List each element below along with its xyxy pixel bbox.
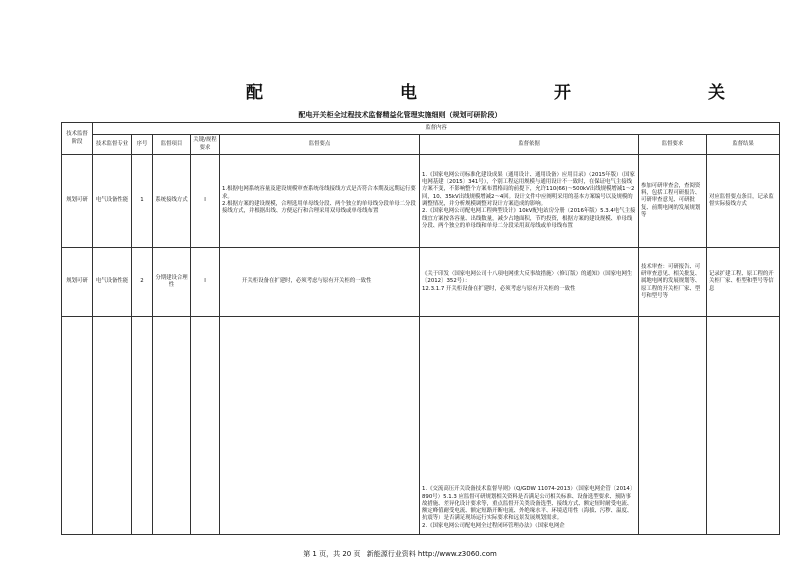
cell-requirement: 参加可研审查会，查阅资料，包括工程可研报告、可研审查意见、可研批复、前期电网的发展规划等 [639,155,707,248]
basis-text: 1.《交流高压开关设备技术监督导则》（Q/GDW 11074-2013）（国家电网企管〔2014〕890号）5.1.3 应监督可研规划相关资料是否满足公司相关标准、设备选型要求、预防事故措施、差异化设计要求等，重点监督开关类设备选型、接线方式、额定短时耐受电流、额定峰值耐受电流、额定短路开断电流、外绝缘水平、环境适用性（海拔、污秽、温度、抗震等）是否满足现场运行实际要求和远景发展规划需求。 [422,486,636,522]
cell-item [153,317,191,535]
cell-specialty [93,317,132,535]
header-basis: 监督依据 [420,135,639,155]
basis-text: 2.《国家电网公司配电网全过程闭环管理办法》（国家电网企 [422,522,565,529]
header-item: 监督项目 [153,135,191,155]
cell-stage: 规划可研 [62,248,93,317]
cell-item: 系统接线方式 [153,155,191,248]
header-level: 关键/规程要求 [191,135,220,155]
table-row [62,155,780,248]
cell-seq [132,317,153,535]
cell-stage [62,317,93,535]
table-row [62,317,780,535]
title-char-3: 开 [554,83,571,103]
cell-level [191,317,220,535]
point-text: 开关柜设备在扩建时，必须考虑与原有开关柜的一致性 [242,278,372,285]
cell-basis [420,155,639,248]
header-result: 监督结果 [707,135,780,155]
basis-text: 2.《国家电网公司配电网工程典型设计》10kV配电站房分册（2016年版）5.3.4电气主接线宜方案按各容量、出线数量，减少占地面积，节约投资，根据方案的建设规模、单母线分段、两个独立的单母线和单母二分段采用双母线或单母线布置 [422,208,636,229]
cell-specialty: 电气设备性能 [93,155,132,248]
title-char-1: 配 [246,83,263,103]
footer-site: 新能源行业资料 http://www.z3060.com [366,550,497,558]
supervision-table [61,122,780,535]
document-header [0,0,800,118]
cell-level: I [191,155,220,248]
header-requirement: 监督要求 [639,135,707,155]
page-footer [0,549,800,559]
cell-seq: 1 [132,155,153,248]
cell-result: 记录扩建工程、原工程的开关柜厂家、柜型和型号等信息 [707,248,780,317]
cell-specialty: 电气设备性能 [93,248,132,317]
cell-basis [420,317,639,535]
cell-points [220,248,420,317]
header-stage: 技术监督阶段 [62,123,93,155]
header-specialty: 技术监督专业 [93,135,132,155]
cell-points [220,317,420,535]
header-content: 监督内容 [93,123,780,135]
cell-requirement [639,317,707,535]
cell-requirement: 技术审查：可研报告、可研审查意见、相关批复、属地电网的发展规划等、原工程的开关柜厂家、型号和型号等 [639,248,707,317]
cell-result [707,317,780,535]
title-char-2: 电 [400,83,417,103]
header-points: 监督要点 [220,135,420,155]
point-text: 2.根据方案的建设规模，合理选用单母线分段、两个独立的单母线分段单母二分段接线方式，并根据出线、方便运行和合理采用双母线或单母线布置 [222,201,416,215]
point-text: 1.根据电网系统容量及建设规模审查系统母线接线方式是否符合本期及远期运行要求。 [222,186,416,200]
cell-points [220,155,420,248]
cell-basis [420,248,639,317]
cell-result: 对应监督要点条目，记录监督实际接线方式 [707,155,780,248]
cell-level: I [191,248,220,317]
title-char-4: 关 [708,83,725,103]
header-seq: 序号 [132,135,153,155]
cell-item: 分期建设合理性 [153,248,191,317]
basis-text: 《关于印发〈国家电网公司十八项电网重大反事故措施〉（修订版）的通知》（国家电网生〔2012〕352号）： [422,271,633,285]
table-caption: 配电开关柜全过程技术监督精益化管理实施细则（规划可研阶段） [298,110,502,119]
table-row [62,248,780,317]
basis-text: 12.3.1.7 开关柜设备在扩建时，必须考虑与原有开关柜的一致性 [422,285,576,292]
cell-stage: 规划可研 [62,155,93,248]
cell-seq: 2 [132,248,153,317]
footer-page-label: 第 1 页，共 20 页 [303,550,361,558]
basis-text: 1.《国家电网公司标准化建设成果（通用设计、通用设备）应用目录》（2015年版）（国家电网基建〔2015〕341号），个别工程运用规模与通用设计不一致时，在保证电气主接线方案不变，不影响整个方案布置格局的前提下，允许110(66)～500kV出线规模增减1～2回，10、35kV出线规模增减2～4回。设计文件中应阐明采用的基本方案编号以及规模的调整情况，并分析规模调整对设计方案造成的影响。 [422,171,635,207]
